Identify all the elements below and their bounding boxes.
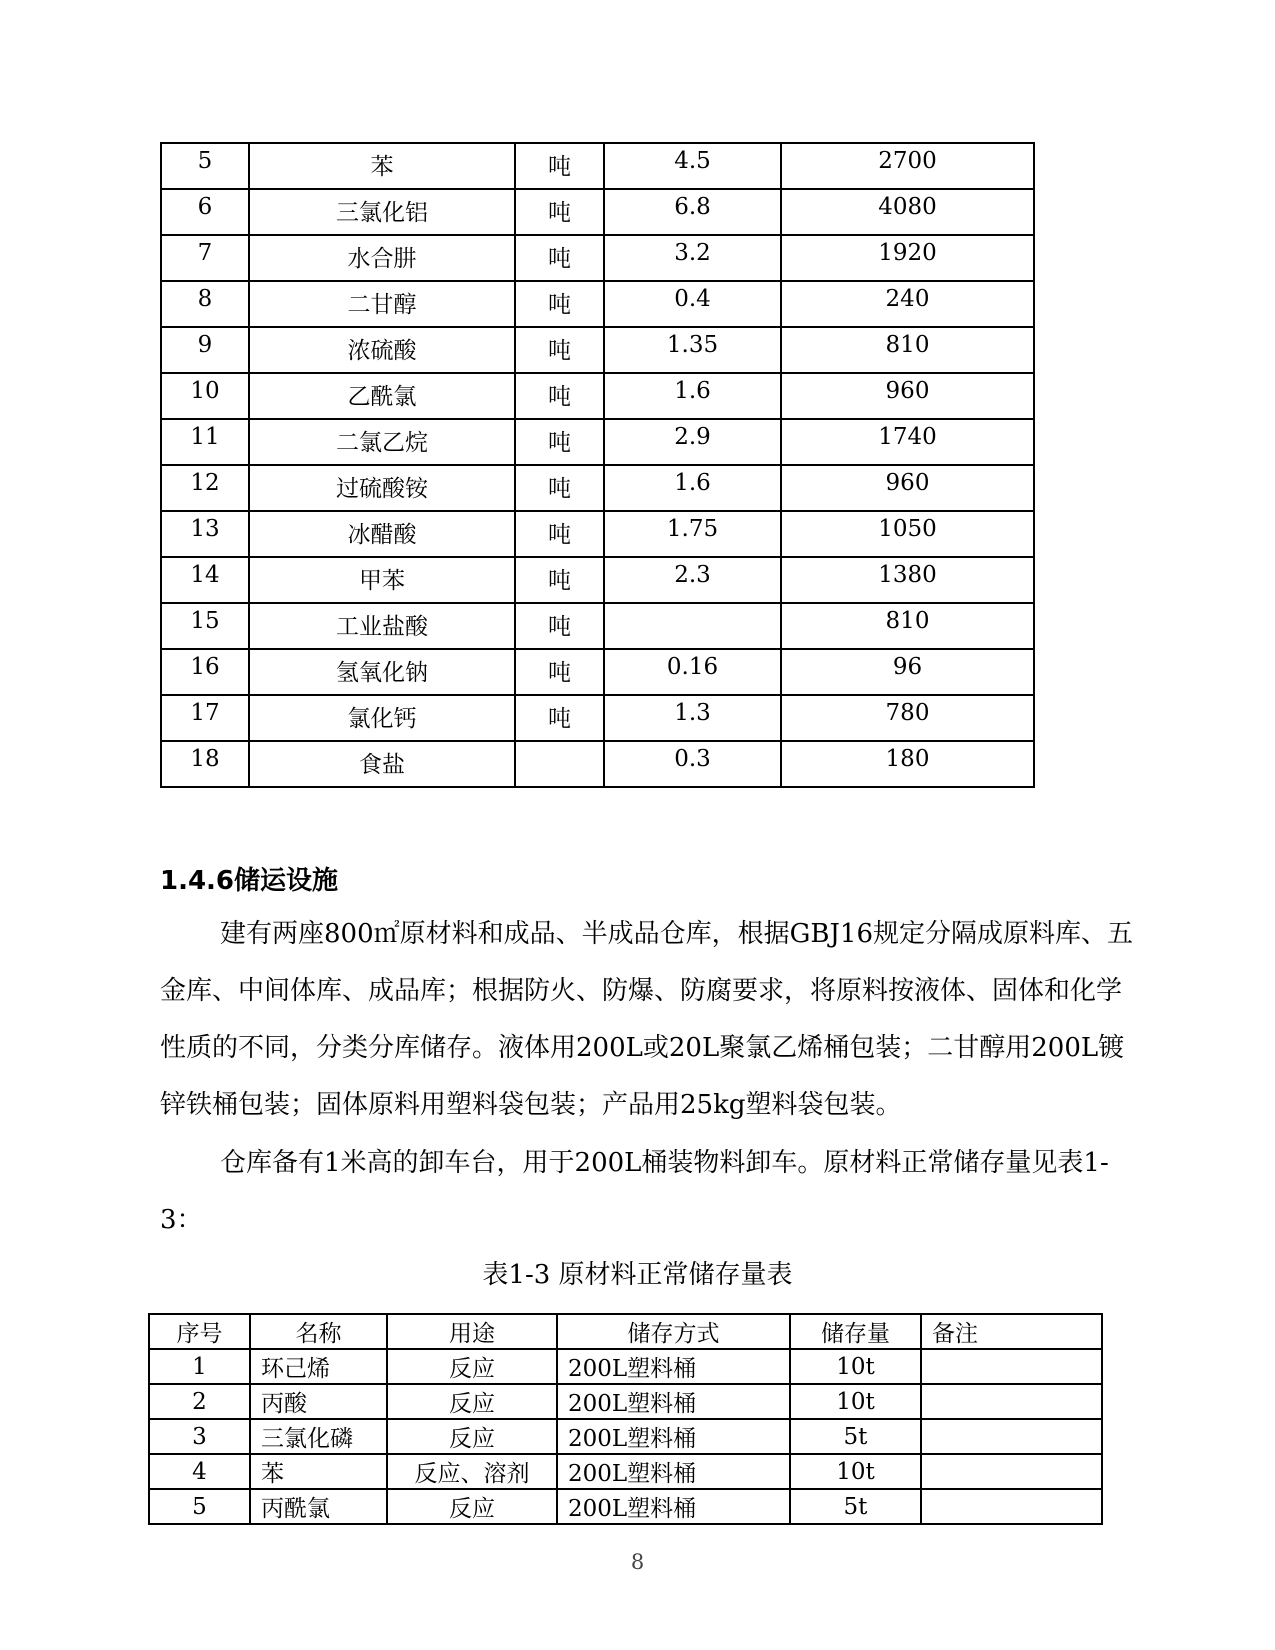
table-cell: 三氯化铝 <box>249 189 515 235</box>
table-cell: 吨 <box>515 603 604 649</box>
table-cell: 苯 <box>250 1454 387 1489</box>
table-cell: 17 <box>161 695 249 741</box>
table-row <box>161 557 1034 603</box>
table-cell: 2.3 <box>604 557 781 603</box>
table-cell: 丙酸 <box>250 1384 387 1419</box>
table-row <box>149 1419 1102 1454</box>
table-cell: 10t <box>790 1349 921 1384</box>
table-row <box>161 143 1034 189</box>
header-cell: 序号 <box>149 1314 250 1349</box>
table-cell: 吨 <box>515 143 604 189</box>
table-cell: 食盐 <box>249 741 515 787</box>
table-cell: 反应 <box>387 1349 557 1384</box>
table-cell: 乙酰氯 <box>249 373 515 419</box>
normal-storage-table <box>148 1313 1103 1525</box>
table-cell: 3 <box>149 1419 250 1454</box>
table-cell: 200L塑料桶 <box>557 1419 790 1454</box>
table-cell: 0.16 <box>604 649 781 695</box>
table-cell: 苯 <box>249 143 515 189</box>
table-row <box>161 511 1034 557</box>
table-cell: 浓硫酸 <box>249 327 515 373</box>
table-row <box>149 1489 1102 1524</box>
table-row <box>149 1349 1102 1384</box>
table-cell: 200L塑料桶 <box>557 1349 790 1384</box>
storage-facilities-paragraph: 建有两座800㎡原材料和成品、半成品仓库，根据GBJ16规定分隔成原料库、五金库、中间体库、成品库；根据防火、防爆、防腐要求，将原料按液体、固体和化学性质的不同，分类分库储存。液体用200L或20L聚氯乙烯桶包装；二甘醇用200L镀锌铁桶包装；固体原料用塑料袋包装；产品用25kg塑料袋包装。 <box>160 919 1134 1120</box>
table-cell <box>921 1454 1102 1489</box>
table-cell: 4080 <box>781 189 1034 235</box>
table-cell: 5 <box>149 1489 250 1524</box>
table-header-row <box>149 1314 1102 1349</box>
table-cell: 960 <box>781 465 1034 511</box>
table-row <box>161 235 1034 281</box>
table-cell: 吨 <box>515 649 604 695</box>
table-row <box>161 419 1034 465</box>
table-cell: 240 <box>781 281 1034 327</box>
table-cell: 180 <box>781 741 1034 787</box>
table-cell: 18 <box>161 741 249 787</box>
table-cell <box>921 1384 1102 1419</box>
table-cell: 1740 <box>781 419 1034 465</box>
table-cell: 过硫酸铵 <box>249 465 515 511</box>
table-cell: 4.5 <box>604 143 781 189</box>
table-cell: 反应 <box>387 1489 557 1524</box>
table-cell: 二甘醇 <box>249 281 515 327</box>
table-cell: 吨 <box>515 327 604 373</box>
table-cell: 氯化钙 <box>249 695 515 741</box>
header-cell: 储存方式 <box>557 1314 790 1349</box>
table-cell: 2 <box>149 1384 250 1419</box>
table-cell: 200L塑料桶 <box>557 1489 790 1524</box>
table-cell: 反应、溶剂 <box>387 1454 557 1489</box>
table-cell: 13 <box>161 511 249 557</box>
table-cell: 甲苯 <box>249 557 515 603</box>
header-cell: 用途 <box>387 1314 557 1349</box>
table-cell: 5t <box>790 1489 921 1524</box>
table-cell <box>604 603 781 649</box>
table-cell: 吨 <box>515 557 604 603</box>
table-cell: 780 <box>781 695 1034 741</box>
header-cell: 储存量 <box>790 1314 921 1349</box>
table-cell: 10 <box>161 373 249 419</box>
table-cell: 960 <box>781 373 1034 419</box>
table-cell: 反应 <box>387 1419 557 1454</box>
materials-consumption-table <box>160 142 1035 788</box>
table-cell: 200L塑料桶 <box>557 1454 790 1489</box>
table-cell: 1.35 <box>604 327 781 373</box>
table-row <box>161 741 1034 787</box>
table-cell: 7 <box>161 235 249 281</box>
table-caption: 表1-3 原材料正常储存量表 <box>482 1260 793 1290</box>
header-cell: 备注 <box>921 1314 1102 1349</box>
unloading-platform-paragraph: 仓库备有1米高的卸车台，用于200L桶装物料卸车。原材料正常储存量见表1-3： <box>160 1148 1109 1235</box>
table-cell: 2.9 <box>604 419 781 465</box>
table-cell: 96 <box>781 649 1034 695</box>
table-row <box>161 695 1034 741</box>
table-cell: 吨 <box>515 419 604 465</box>
table-cell: 吨 <box>515 281 604 327</box>
table-cell: 1.75 <box>604 511 781 557</box>
table-cell <box>921 1419 1102 1454</box>
table-cell: 1050 <box>781 511 1034 557</box>
table-row <box>161 281 1034 327</box>
table-cell <box>515 741 604 787</box>
table-cell: 吨 <box>515 189 604 235</box>
table-cell: 4 <box>149 1454 250 1489</box>
table-cell: 14 <box>161 557 249 603</box>
table-row <box>149 1454 1102 1489</box>
table-cell <box>921 1489 1102 1524</box>
table-cell: 810 <box>781 327 1034 373</box>
table-cell: 1 <box>149 1349 250 1384</box>
table-cell: 200L塑料桶 <box>557 1384 790 1419</box>
table-cell: 吨 <box>515 373 604 419</box>
table-row <box>161 465 1034 511</box>
table-cell: 5t <box>790 1419 921 1454</box>
table-cell: 0.4 <box>604 281 781 327</box>
table-cell: 11 <box>161 419 249 465</box>
table-cell: 12 <box>161 465 249 511</box>
table-cell: 2700 <box>781 143 1034 189</box>
table-cell: 反应 <box>387 1384 557 1419</box>
table-cell: 1.6 <box>604 465 781 511</box>
table-row <box>161 649 1034 695</box>
table-cell: 工业盐酸 <box>249 603 515 649</box>
table-cell: 吨 <box>515 235 604 281</box>
table-cell: 吨 <box>515 465 604 511</box>
table-cell <box>921 1349 1102 1384</box>
table-cell: 6 <box>161 189 249 235</box>
page-number: 8 <box>630 1550 645 1574</box>
table-row <box>149 1384 1102 1419</box>
table-cell: 1920 <box>781 235 1034 281</box>
table-row <box>161 373 1034 419</box>
table-row <box>161 603 1034 649</box>
table-cell: 水合肼 <box>249 235 515 281</box>
table-cell: 810 <box>781 603 1034 649</box>
table-cell: 丙酰氯 <box>250 1489 387 1524</box>
table-cell: 二氯乙烷 <box>249 419 515 465</box>
table-cell: 1380 <box>781 557 1034 603</box>
table-cell: 9 <box>161 327 249 373</box>
table-cell: 6.8 <box>604 189 781 235</box>
table-cell: 氢氧化钠 <box>249 649 515 695</box>
table-row <box>161 189 1034 235</box>
table-cell: 环己烯 <box>250 1349 387 1384</box>
table-cell: 0.3 <box>604 741 781 787</box>
table-cell: 三氯化磷 <box>250 1419 387 1454</box>
table-cell: 冰醋酸 <box>249 511 515 557</box>
table-cell: 吨 <box>515 511 604 557</box>
header-cell: 名称 <box>250 1314 387 1349</box>
section-title: 1.4.6储运设施 <box>160 866 339 896</box>
table-cell: 1.3 <box>604 695 781 741</box>
table-cell: 吨 <box>515 695 604 741</box>
table-cell: 16 <box>161 649 249 695</box>
table-cell: 10t <box>790 1454 921 1489</box>
table-cell: 1.6 <box>604 373 781 419</box>
table-row <box>161 327 1034 373</box>
table-cell: 5 <box>161 143 249 189</box>
table-cell: 8 <box>161 281 249 327</box>
table-cell: 10t <box>790 1384 921 1419</box>
table-cell: 3.2 <box>604 235 781 281</box>
table-cell: 15 <box>161 603 249 649</box>
